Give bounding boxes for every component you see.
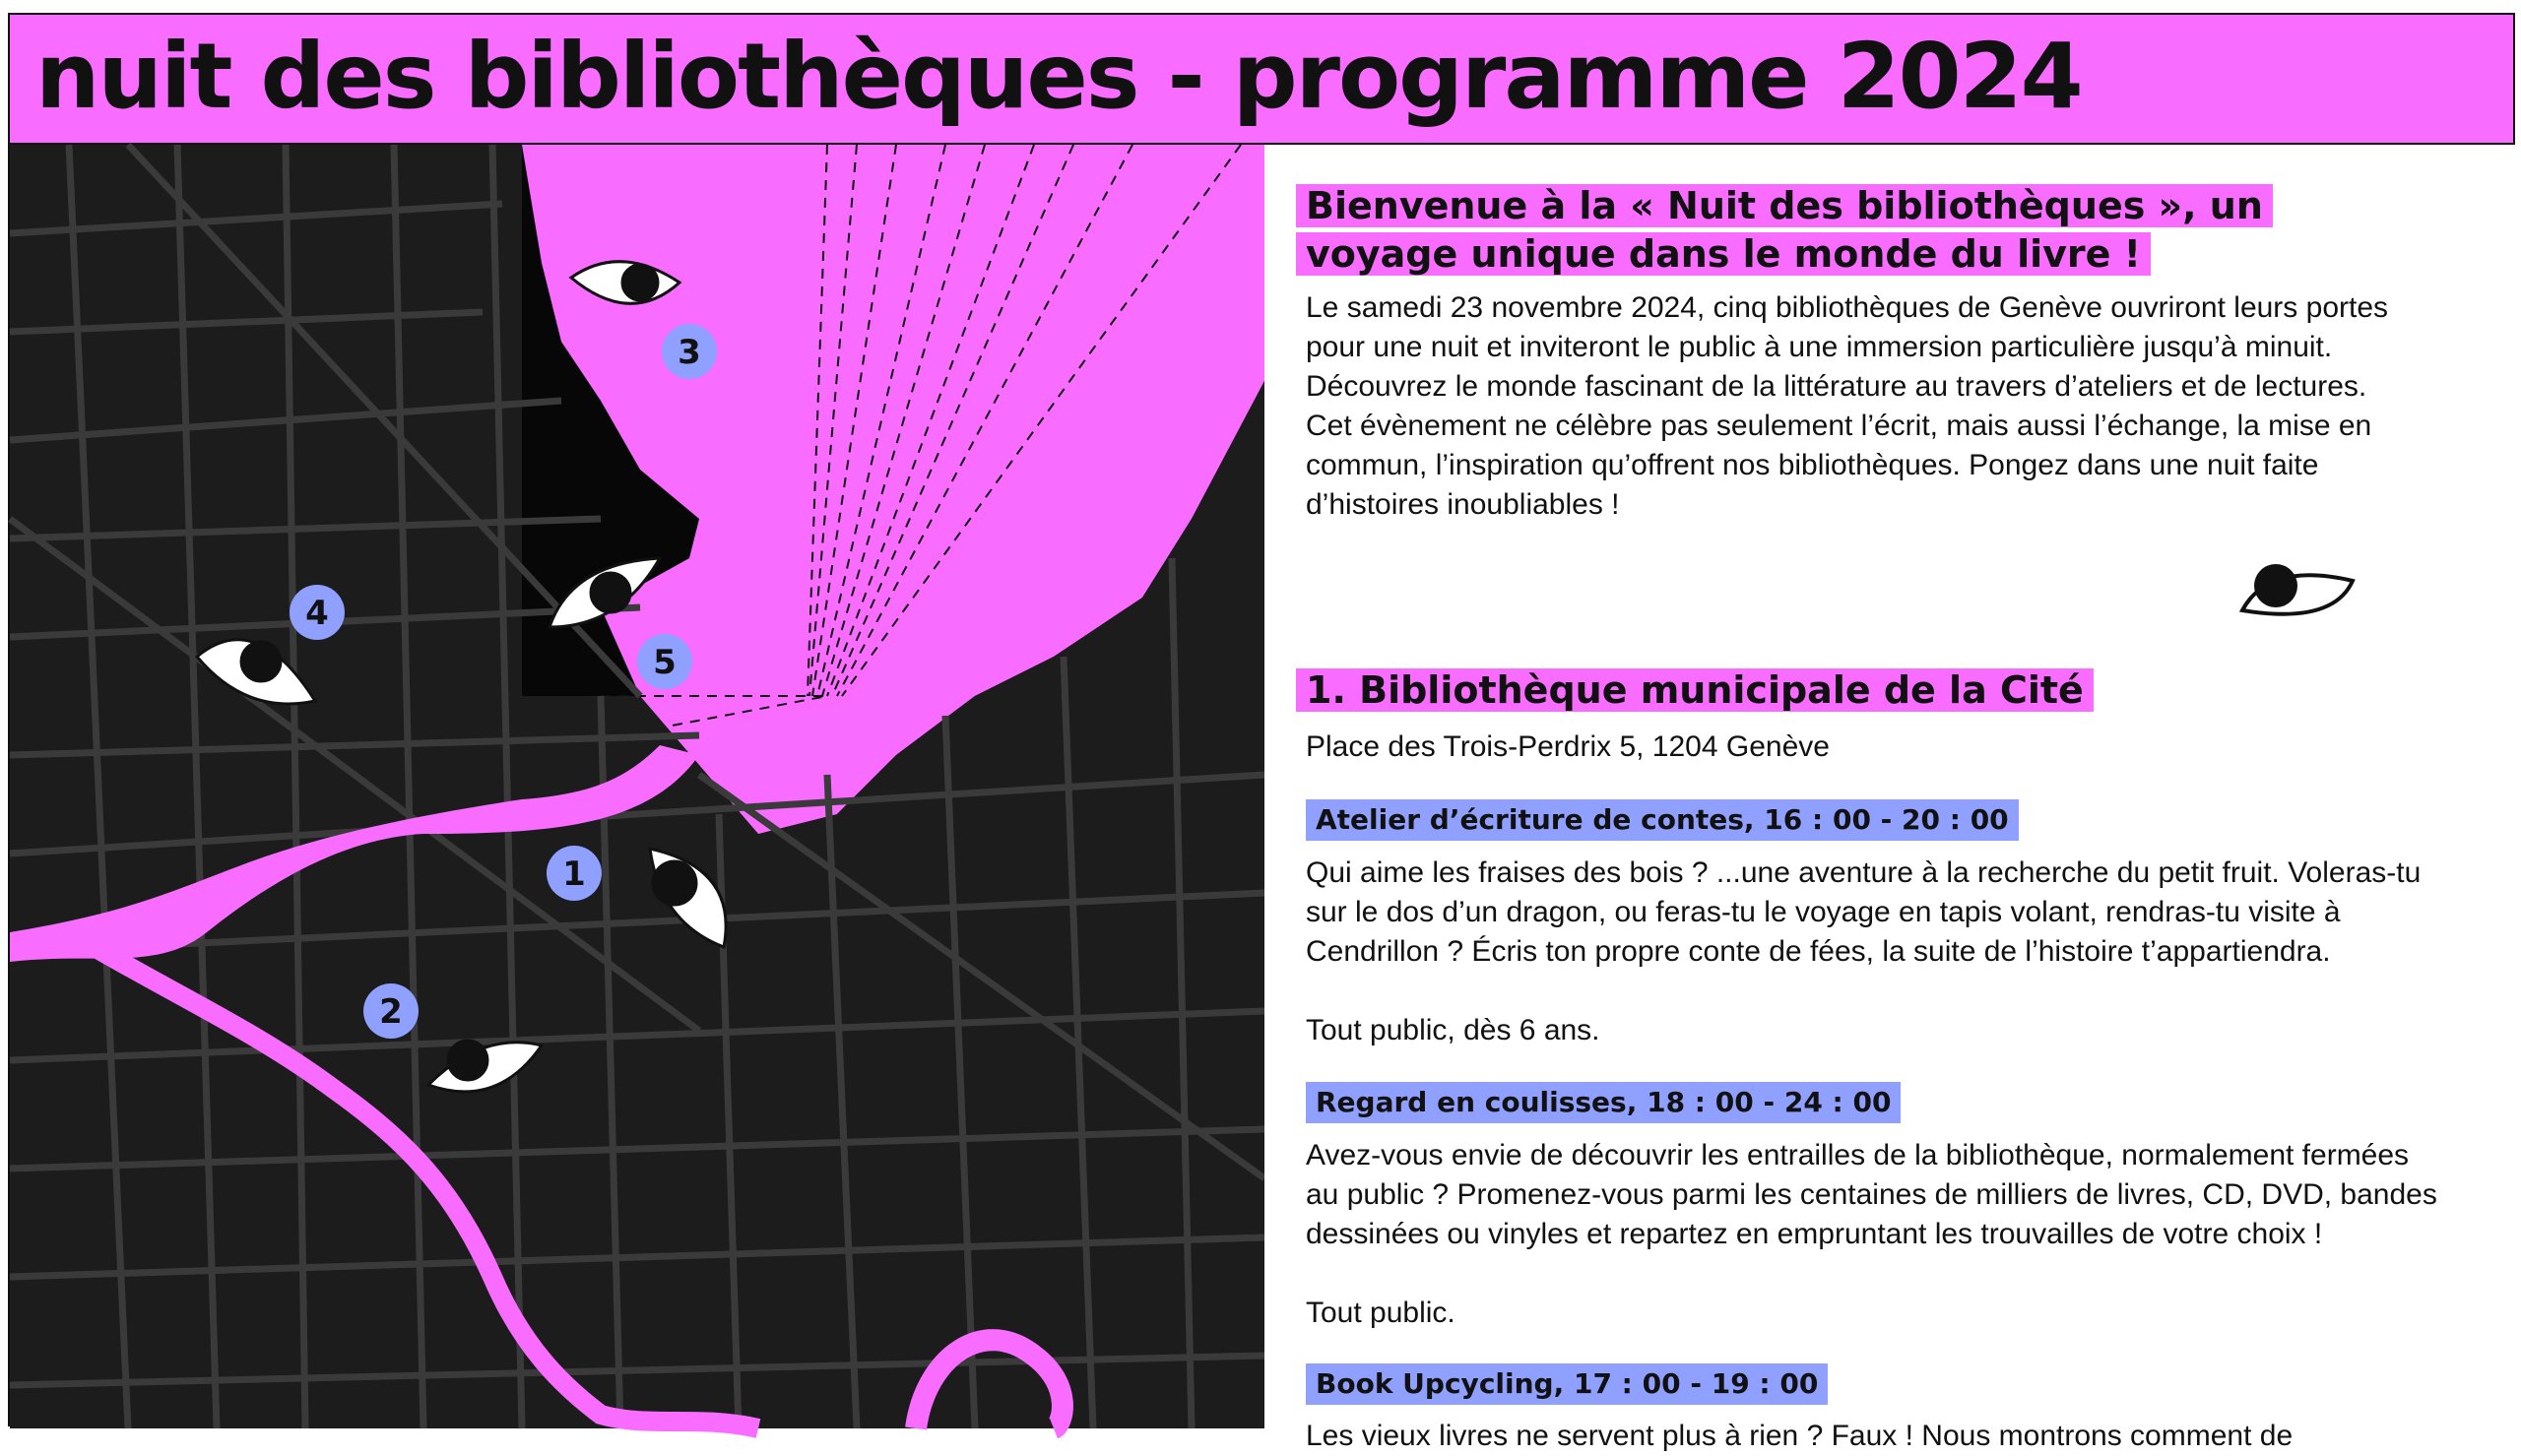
svg-text:5: 5 bbox=[653, 643, 677, 682]
event-description: Avez-vous envie de découvrir les entrailles de la bibliothèque, normalement fermées au public ? Promenez-vous parmi les centaines de milliers de livres, CD, DVD, bandes dessinées ou vinyles et repartez en empruntant les trouvailles de votre choix ! bbox=[1306, 1139, 2437, 1250]
svg-text:2: 2 bbox=[379, 992, 403, 1032]
event-audience: Tout public, dès 6 ans. bbox=[1306, 1014, 1600, 1046]
library-title-text: 1. Bibliothèque municipale de la Cité bbox=[1296, 668, 2094, 712]
svg-text:4: 4 bbox=[305, 594, 329, 633]
program-panel[interactable] bbox=[1264, 145, 2517, 1452]
event-audience: Tout public. bbox=[1306, 1297, 1455, 1329]
event-description: Qui aime les fraises des bois ? ...une aventure à la recherche du petit fruit. Voleras-tu sur le dos d’un dragon, ou feras-tu le voyage en tapis volant, rendras-tu visite à Cendrillon ? Écris ton propre conte de fées, la suite de l’histoire t’appartiendra. bbox=[1306, 856, 2422, 968]
map-marker-4[interactable] bbox=[290, 585, 345, 640]
intro-title-text: Bienvenue à la « Nuit des bibliothèques », un voyage unique dans le monde du livre ! bbox=[1296, 184, 2273, 276]
event-title: Regard en coulisses, 18 : 00 - 24 : 00 bbox=[1306, 1082, 1901, 1123]
svg-text:1: 1 bbox=[562, 855, 586, 894]
map-marker-5[interactable] bbox=[637, 634, 692, 689]
library-address: Place des Trois-Perdrix 5, 1204 Genève bbox=[1306, 730, 1830, 763]
svg-text:3: 3 bbox=[678, 333, 701, 372]
intro-paragraph: Le samedi 23 novembre 2024, cinq bibliothèques de Genève ouvriront leurs portes pour une nuit et inviteront le public à une immersion particulière jusqu’à minuit. Découvrez le monde fascinant de la littérature au travers d’ateliers et de lectures. Cet évènement ne célèbre pas seulement l’écrit, mais aussi l’échange, la mise en commun, l’inspiration qu’offrent nos bibliothèques. Pongez dans une nuit faite d’histoires inoubliables ! bbox=[1306, 291, 2389, 521]
city-map[interactable] bbox=[10, 145, 1264, 1428]
intro-heading bbox=[1296, 182, 2379, 279]
event-description: Les vieux livres ne servent plus à rien ? Faux ! Nous montrons comment de bbox=[1306, 1420, 2294, 1452]
header-banner bbox=[10, 15, 2513, 145]
map-marker-3[interactable] bbox=[662, 324, 717, 379]
eye-icon bbox=[2234, 556, 2362, 635]
event-title: Book Upcycling, 17 : 00 - 19 : 00 bbox=[1306, 1363, 1828, 1405]
page-title: nuit des bibliothèques - programme 2024 bbox=[35, 24, 2082, 129]
map-marker-2[interactable] bbox=[363, 983, 419, 1039]
map-canvas bbox=[10, 145, 1264, 1428]
library-heading bbox=[1296, 666, 2094, 715]
page-frame bbox=[8, 13, 2515, 1452]
event-title: Atelier d’écriture de contes, 16 : 00 - 20 : 00 bbox=[1306, 799, 2019, 841]
map-marker-1[interactable] bbox=[547, 846, 602, 901]
